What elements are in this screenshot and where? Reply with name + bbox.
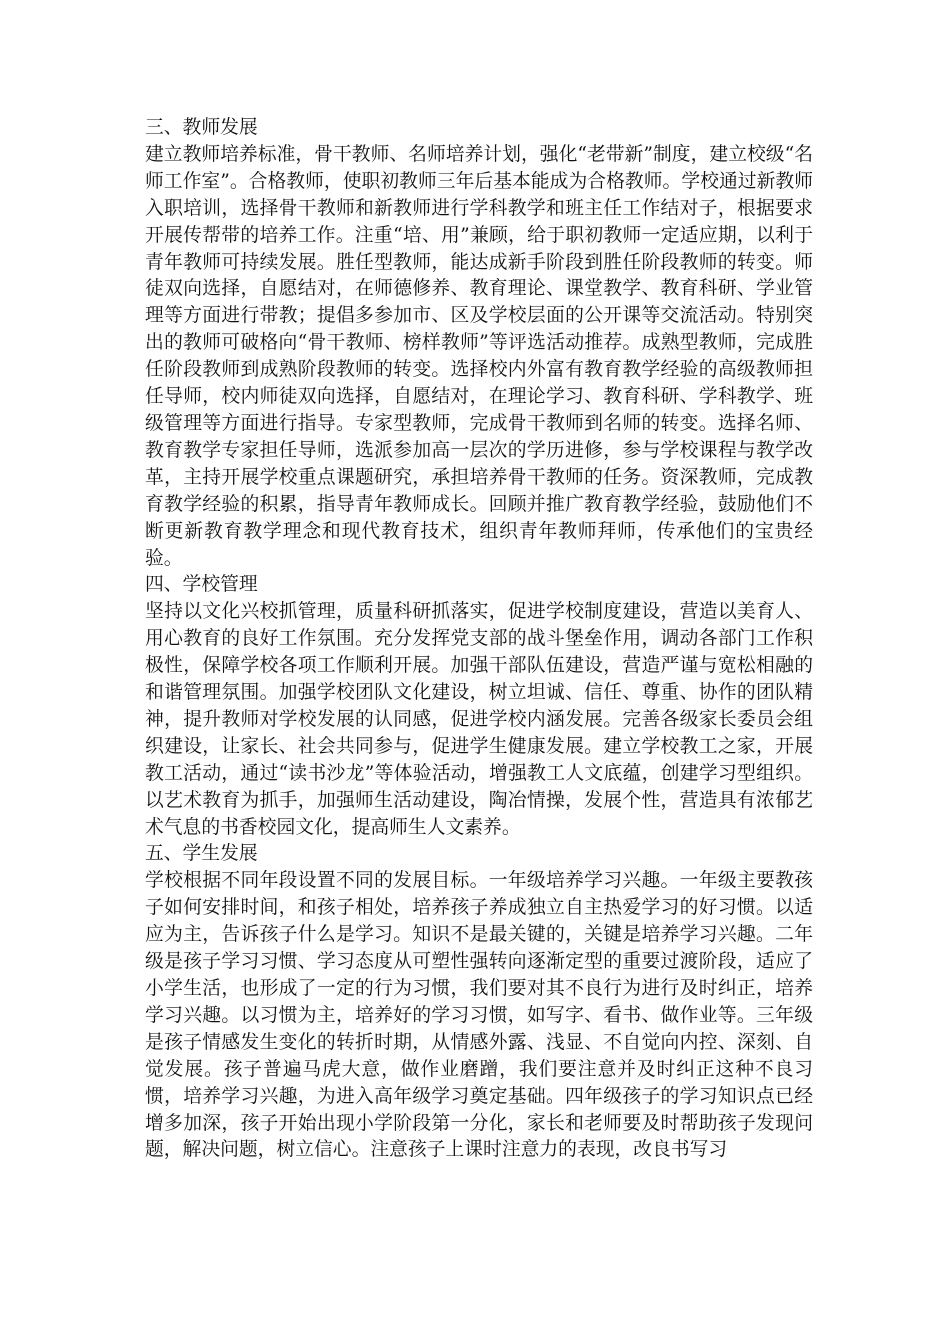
document-page — [145, 115, 813, 1164]
section-body-school-management: 坚持以文化兴校抓管理，质量科研抓落实，促进学校制度建设，营造以美育人、用心教育的良好工作氛围。充分发挥党支部的战斗堡垒作用，调动各部门工作积极性，保障学校各项工作顺利开展。加强干部队伍建设，营造严谨与宽松相融的和谐管理氛围。加强学校团队文化建设，树立坦诚、信任、尊重、协作的团队精神，提升教师对学校发展的认同感，促进学校内涵发展。完善各级家长委员会组织建设，让家长、社会共同参与，促进学生健康发展。建立学校教工之家，开展教工活动，通过“读书沙龙”等体验活动，增强教工人文底蕴，创建学习型组织。以艺术教育为抓手，加强师生活动建设，陶冶情操，发展个性，营造具有浓郁艺术气息的书香校园文化，提高师生人文素养。 — [145, 601, 813, 838]
section-heading-school-management: 四、学校管理 — [145, 574, 258, 596]
section-heading-student-development: 五、学生发展 — [145, 843, 258, 865]
section-body-student-development: 学校根据不同年段设置不同的发展目标。一年级培养学习兴趣。一年级主要教孩子如何安排时间，和孩子相处，培养孩子养成独立自主热爱学习的好习惯。以适应为主，告诉孩子什么是学习。知识不是最关键的，关键是培养学习兴趣。二年级是孩子学习习惯、学习态度从可塑性强转向逐渐定型的重要过渡阶段，适应了小学生活，也形成了一定的行为习惯，我们要对其不良行为进行及时纠正，培养学习兴趣。以习惯为主，培养好的学习习惯，如写字、看书、做作业等。三年级是孩子情感发生变化的转折时期，从情感外露、浅显、不自觉向内控、深刻、自觉发展。孩子普遍马虎大意，做作业磨蹭，我们要注意并及时纠正这种不良习惯，培养学习兴趣，为进入高年级学习奠定基础。四年级孩子的学习知识点已经增多加深，孩子开始出现小学阶段第一分化，家长和老师要及时帮助孩子发现问题，解决问题，树立信心。注意孩子上课时注意力的表现，改良书写习 — [145, 870, 813, 1161]
section-body-teacher-development: 建立教师培养标准，骨干教师、名师培养计划，强化“老带新”制度，建立校级“名师工作室”。合格教师，使职初教师三年后基本能成为合格教师。学校通过新教师入职培训，选择骨干教师和新教师进行学科教学和班主任工作结对子，根据要求开展传帮带的培养工作。注重“培、用”兼顾，给于职初教师一定适应期，以利于青年教师可持续发展。胜任型教师，能达成新手阶段到胜任阶段教师的转变。师徒双向选择，自愿结对，在师德修养、教育理论、课堂教学、教育科研、学业管理等方面进行带教；提倡多参加市、区及学校层面的公开课等交流活动。特别突出的教师可破格向“骨干教师、榜样教师”等评选活动推荐。成熟型教师，完成胜任阶段教师到成熟阶段教师的转变。选择校内外富有教育教学经验的高级教师担任导师，校内师徒双向选择，自愿结对，在理论学习、教育科研、学科教学、班级管理等方面进行指导。专家型教师，完成骨干教师到名师的转变。选择名师、教育教学专家担任导师，选派参加高一层次的学历进修，参与学校课程与教学改革，主持开展学校重点课题研究，承担培养骨干教师的任务。资深教师，完成教育教学经验的积累，指导青年教师成长。回顾并推广教育教学经验，鼓励他们不断更新教育教学理念和现代教育技术，组织青年教师拜师，传承他们的宝贵经验。 — [145, 143, 813, 569]
section-heading-teacher-development: 三、教师发展 — [145, 117, 258, 138]
